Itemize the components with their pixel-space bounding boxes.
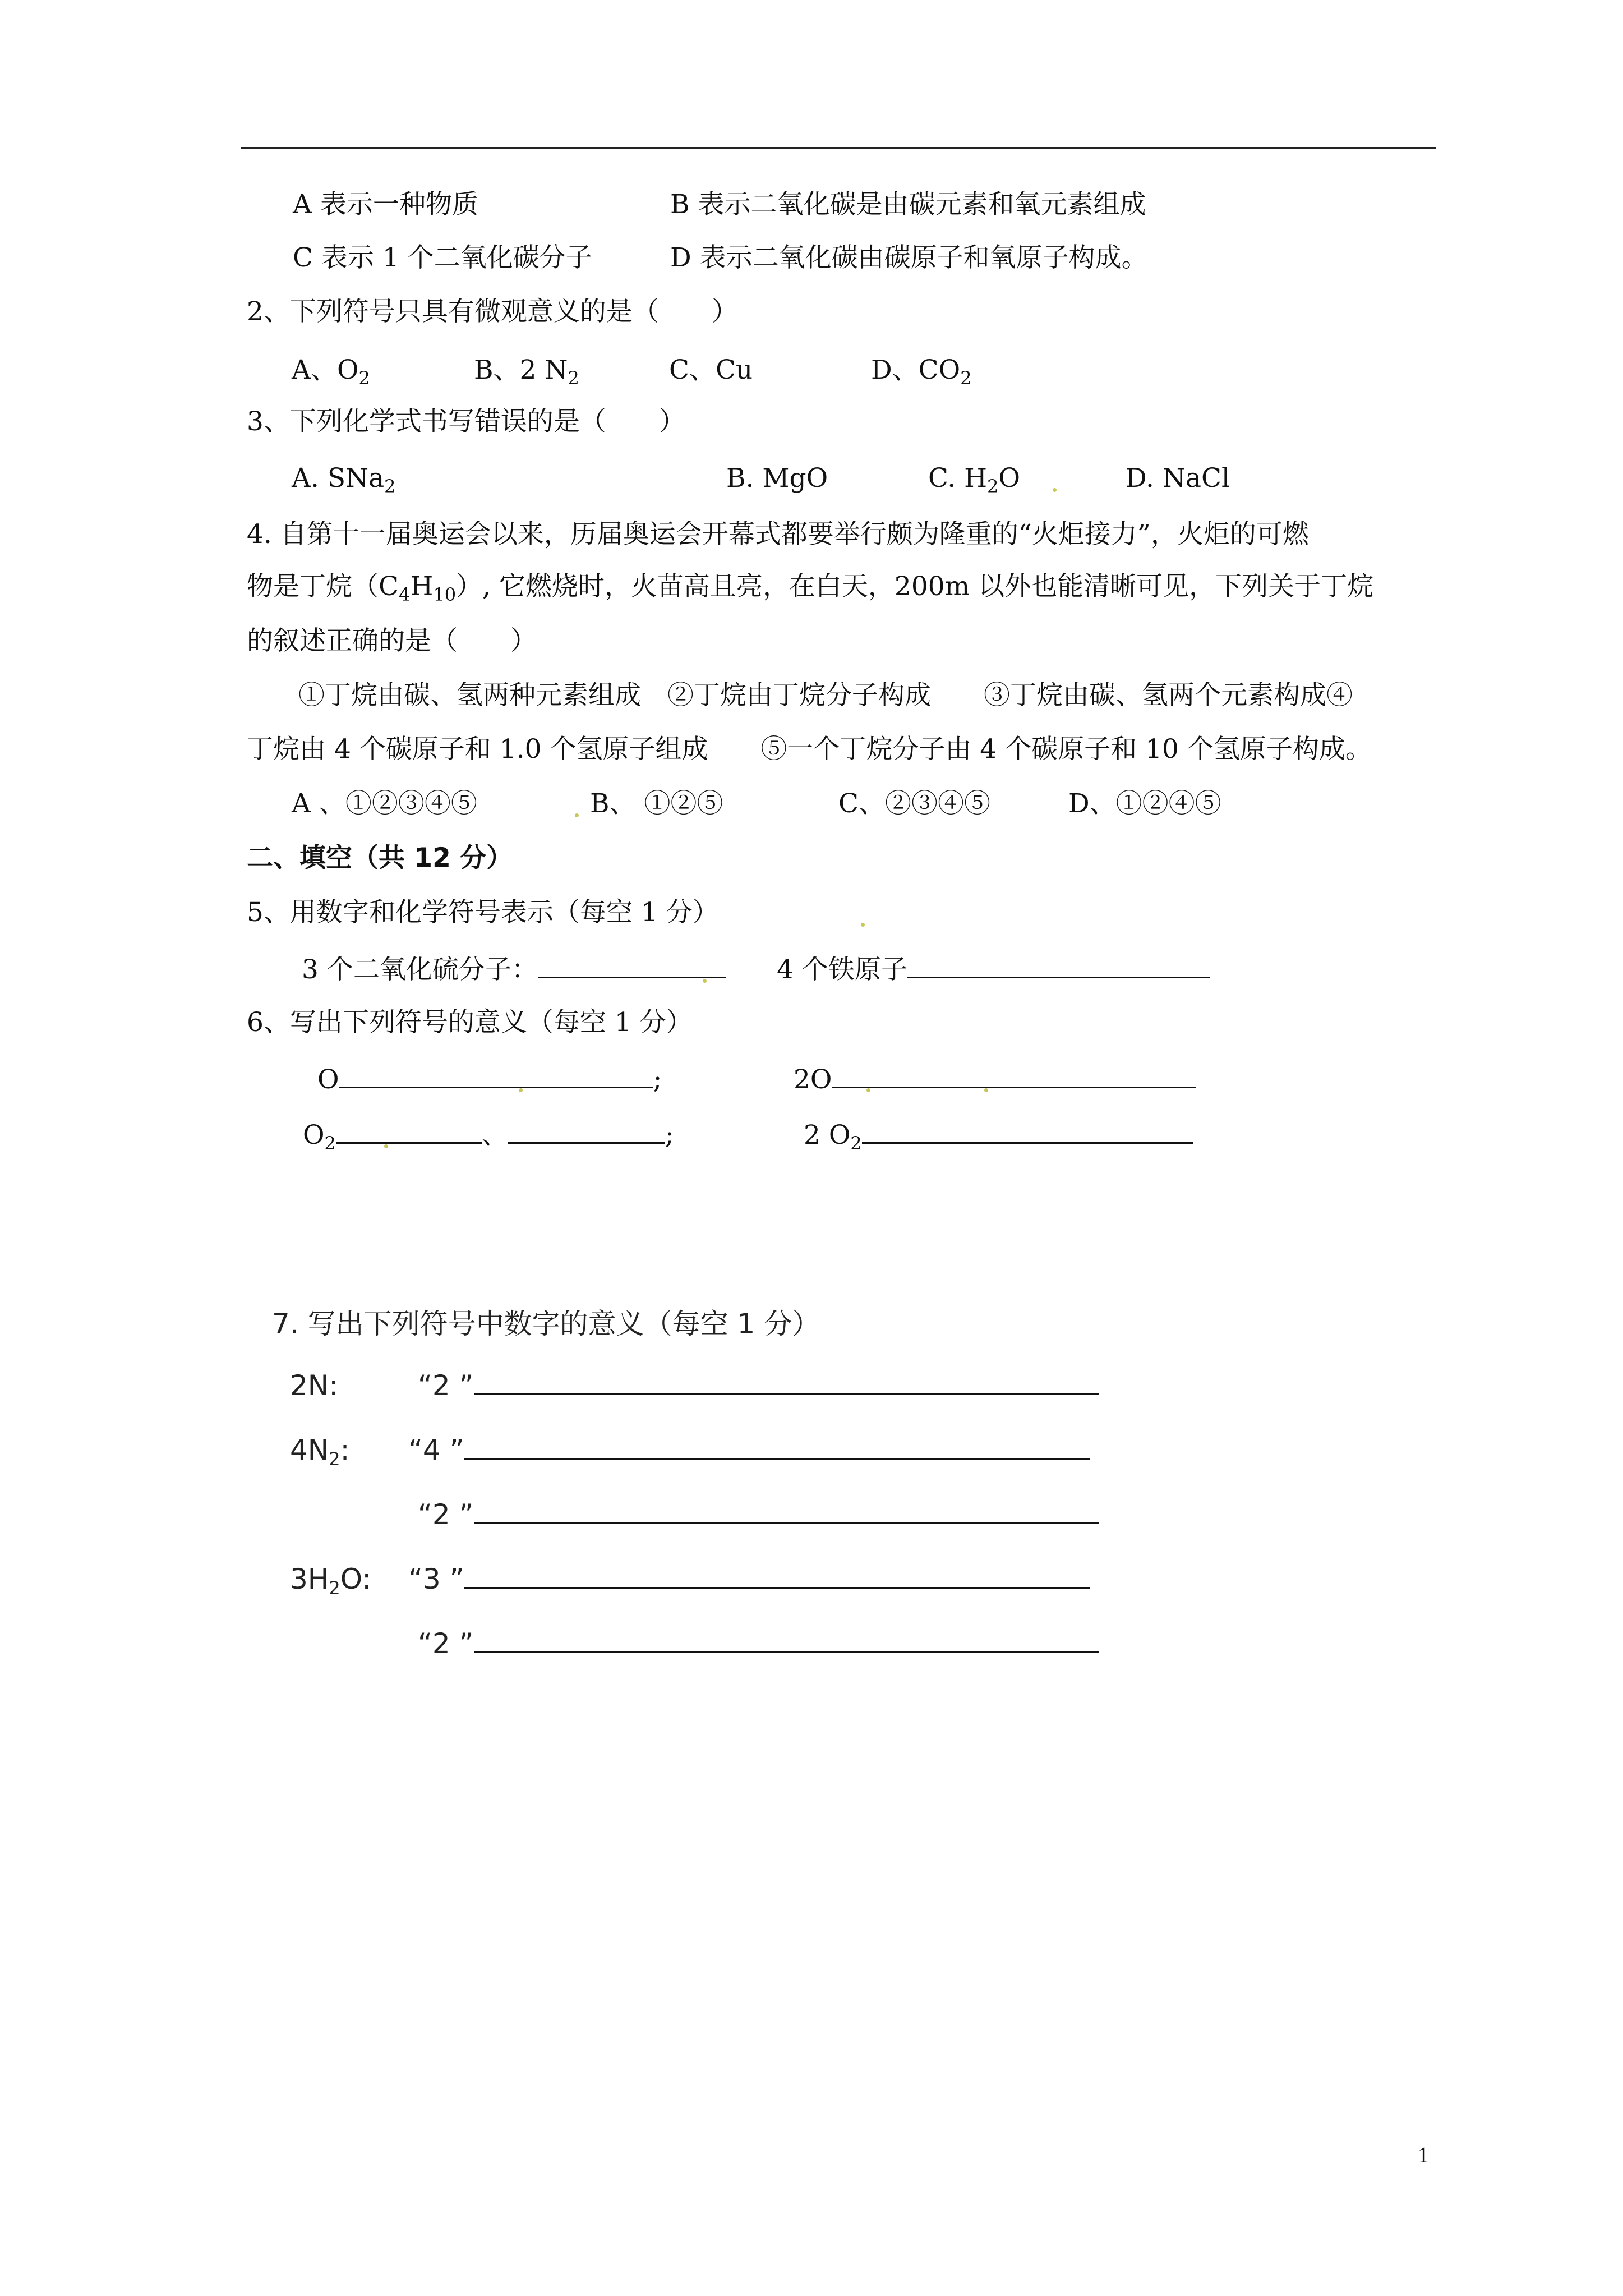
q4-option-c: C、②③④⑤	[838, 788, 990, 819]
q6-item-2o: 2O	[794, 1062, 1196, 1097]
q7-row2-symbol: $4N_2$:	[290, 1434, 350, 1470]
q2-option-a: A、$O_2$	[292, 355, 370, 389]
q5-blank-1[interactable]	[538, 952, 726, 978]
scan-speck	[984, 1088, 988, 1092]
q2-option-b: B、2 $N_2$	[474, 355, 579, 389]
q7-row3: “2 ”	[418, 1498, 1099, 1531]
scan-speck	[519, 1088, 523, 1092]
q3-option-d: D. NaCl	[1126, 463, 1230, 494]
q7-row1-symbol: 2N:	[290, 1369, 339, 1402]
q4-line-2: 物是丁烷$(C_4H_{10})$, 它燃烧时，火苗高且亮，在白天，200m 以外也能清晰可见，下列关于丁烷	[247, 571, 1374, 605]
q7-row1: “2 ”	[418, 1369, 1099, 1402]
q4-line-1: 4. 自第十一届奥运会以来，历届奥运会开幕式都要举行颇为隆重的“火炬接力”，火炬的可燃	[247, 519, 1309, 550]
q4-line-3: 的叙述正确的是（ ）	[247, 625, 537, 656]
q7-blank-5[interactable]	[474, 1627, 1099, 1653]
q3-stem: 3、下列化学式书写错误的是（ ）	[247, 406, 685, 437]
q3-option-b: B. MgO	[726, 463, 828, 494]
q6-blank-o2-b[interactable]	[508, 1117, 665, 1144]
q4-option-d: D、①②④⑤	[1068, 788, 1221, 819]
scan-speck	[861, 923, 865, 927]
q5-blank-2[interactable]	[907, 952, 1210, 978]
page-number: 1	[1418, 2142, 1429, 2168]
q7-row5: “2 ”	[418, 1627, 1099, 1660]
scan-speck	[1053, 488, 1057, 492]
q5-stem: 5、用数字和化学符号表示（每空 1 分）	[247, 897, 719, 928]
q4-option-b: B、 ①②⑤	[590, 788, 723, 819]
q6-blank-2o2[interactable]	[862, 1117, 1193, 1144]
q1-option-b: B 表示二氧化碳是由碳元素和氧元素组成	[670, 189, 1146, 220]
q7-row4: “3 ”	[408, 1562, 1090, 1596]
q2-option-c: C、Cu	[669, 355, 753, 385]
q7-row2: “4 ”	[408, 1433, 1090, 1467]
q7-blank-3[interactable]	[474, 1498, 1099, 1524]
q3-option-a: A. SNa$_2$	[292, 463, 396, 497]
q7-row4-symbol: $3H_2O$:	[290, 1563, 372, 1599]
q6-blank-2o[interactable]	[832, 1062, 1196, 1088]
q5-item-2: 4 个铁原子	[777, 952, 1210, 987]
q6-item-o: O ;	[317, 1062, 662, 1097]
q7-stem: 7. 写出下列符号中数字的意义（每空 1 分）	[272, 1308, 820, 1340]
scan-speck	[384, 1144, 388, 1148]
q4-line-4: ①丁烷由碳、氢两种元素组成 ②丁烷由丁烷分子构成 ③丁烷由碳、氢两个元素构成④	[298, 680, 1353, 711]
q1-option-a: A 表示一种物质	[293, 189, 478, 220]
q6-blank-o[interactable]	[339, 1062, 653, 1088]
q7-blank-2[interactable]	[464, 1433, 1090, 1460]
q4-option-a: A 、①②③④⑤	[292, 788, 477, 819]
q2-stem: 2、下列符号只具有微观意义的是（ ）	[247, 296, 738, 327]
q6-blank-o2-a[interactable]	[336, 1117, 482, 1144]
q2-option-d: D、$CO_2$	[871, 355, 972, 389]
header-rule	[241, 147, 1436, 149]
scan-speck	[575, 813, 579, 817]
q5-item-1: 3 个二氧化硫分子：	[302, 952, 726, 987]
scan-speck	[866, 1088, 870, 1092]
q7-blank-1[interactable]	[474, 1369, 1099, 1395]
q1-option-c: C 表示 1 个二氧化碳分子	[293, 242, 592, 273]
q4-line-5: 丁烷由 4 个碳原子和 1.0 个氢原子组成 ⑤一个丁烷分子由 4 个碳原子和 10 个氢原子构成。	[247, 734, 1372, 765]
q1-option-d: D 表示二氧化碳由碳原子和氧原子构成。	[670, 242, 1148, 273]
q6-item-2o2: 2 $O_2$	[804, 1117, 1193, 1152]
q6-stem: 6、写出下列符号的意义（每空 1 分）	[247, 1007, 693, 1038]
q7-blank-4[interactable]	[464, 1562, 1090, 1589]
q6-item-o2: $O_2$ 、 ;	[303, 1117, 674, 1152]
q3-option-c: C. $H_2O$	[928, 463, 1021, 497]
scan-speck	[703, 979, 707, 983]
section-2-title: 二、填空（共 12 分）	[247, 843, 513, 873]
